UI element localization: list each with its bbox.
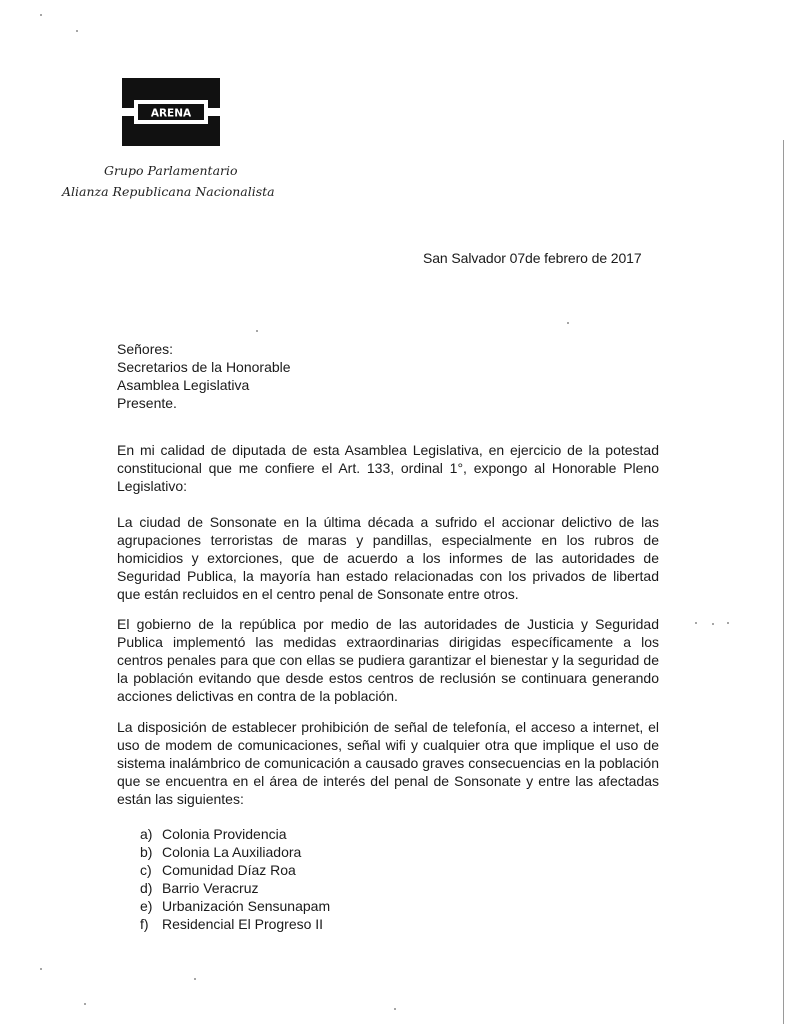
body-paragraph: En mi calidad de diputada de esta Asamblea Legislativa, en ejercicio de la potestad constitucional que me confiere el Art. 133, ordinal 1°, expongo al Honorable Pleno Legislativo: [117, 442, 659, 494]
list-item [140, 897, 330, 915]
scan-speck [712, 623, 714, 625]
scan-speck [84, 1003, 86, 1005]
list-item-text: Comunidad Díaz Roa [162, 862, 296, 878]
body-paragraph: El gobierno de la república por medio de las autoridades de Justicia y Seguridad Publica implementó las medidas extraordinarias dirigidas específicamente a los centros penales para que con ellas se pudiera garantizar el bienestar y la seguridad de la población evitando que desde estos centros de reclusión se continuara generando acciones delictivas en contra de la población. [117, 616, 659, 704]
list-marker: d) [140, 880, 153, 896]
scan-speck [394, 1008, 396, 1010]
list-marker: c) [140, 862, 152, 878]
scan-speck [727, 622, 729, 624]
address-line: Presente. [117, 395, 177, 411]
list-item [140, 915, 330, 933]
letterhead-line-1: Grupo Parlamentario [104, 163, 238, 178]
scan-speck [695, 622, 697, 624]
list-item [140, 861, 330, 879]
scan-speck [256, 330, 258, 332]
list-marker: b) [140, 844, 153, 860]
scan-speck [194, 978, 196, 980]
address-line: Secretarios de la Honorable [117, 359, 291, 375]
address-line: Asamblea Legislativa [117, 377, 250, 393]
list-item-text: Colonia Providencia [162, 826, 287, 842]
list-marker: f) [140, 916, 149, 932]
scan-speck [40, 14, 42, 16]
scan-speck [40, 968, 42, 970]
letter-date: San Salvador 07de febrero de 2017 [423, 250, 642, 266]
list-marker: a) [140, 826, 153, 842]
list-item [140, 825, 330, 843]
list-marker: e) [140, 898, 153, 914]
address-line: Señores: [117, 341, 174, 357]
affected-areas-list [140, 825, 330, 933]
logo-text: ARENA [150, 107, 192, 120]
scan-speck [567, 322, 569, 324]
scan-edge-line [783, 140, 784, 1024]
body-paragraph: La disposición de establecer prohibición de señal de telefonía, el acceso a internet, el uso de modem de comunicaciones, señal wifi y cualquier otra que implique el uso de sistema inalámbrico de comunicación a causado graves consecuencias en la población que se encuentra en el área de interés del penal de Sonsonate y entre las afectadas están las siguientes: [117, 719, 659, 807]
list-item [140, 843, 330, 861]
letterhead-text [62, 160, 275, 202]
body-paragraph: La ciudad de Sonsonate en la última década a sufrido el accionar delictivo de las agrupaciones terroristas de maras y pandillas, especialmente en los rubros de homicidios y extorciones, que de acuerdo a los informes de las autoridades de Seguridad Publica, la mayoría han estado relacionadas con los privados de libertad que están recluidos en el centro penal de Sonsonate entre otros. [117, 514, 659, 602]
list-item-text: Urbanización Sensunapam [162, 898, 331, 914]
recipient-address [117, 340, 291, 412]
arena-logo [122, 78, 220, 146]
list-item-text: Barrio Veracruz [162, 880, 259, 896]
list-item [140, 879, 330, 897]
list-item-text: Colonia La Auxiliadora [162, 844, 302, 860]
letterhead-line-2: Alianza Republicana Nacionalista [62, 184, 275, 199]
list-item-text: Residencial El Progreso II [162, 916, 324, 932]
scan-speck [76, 30, 78, 32]
